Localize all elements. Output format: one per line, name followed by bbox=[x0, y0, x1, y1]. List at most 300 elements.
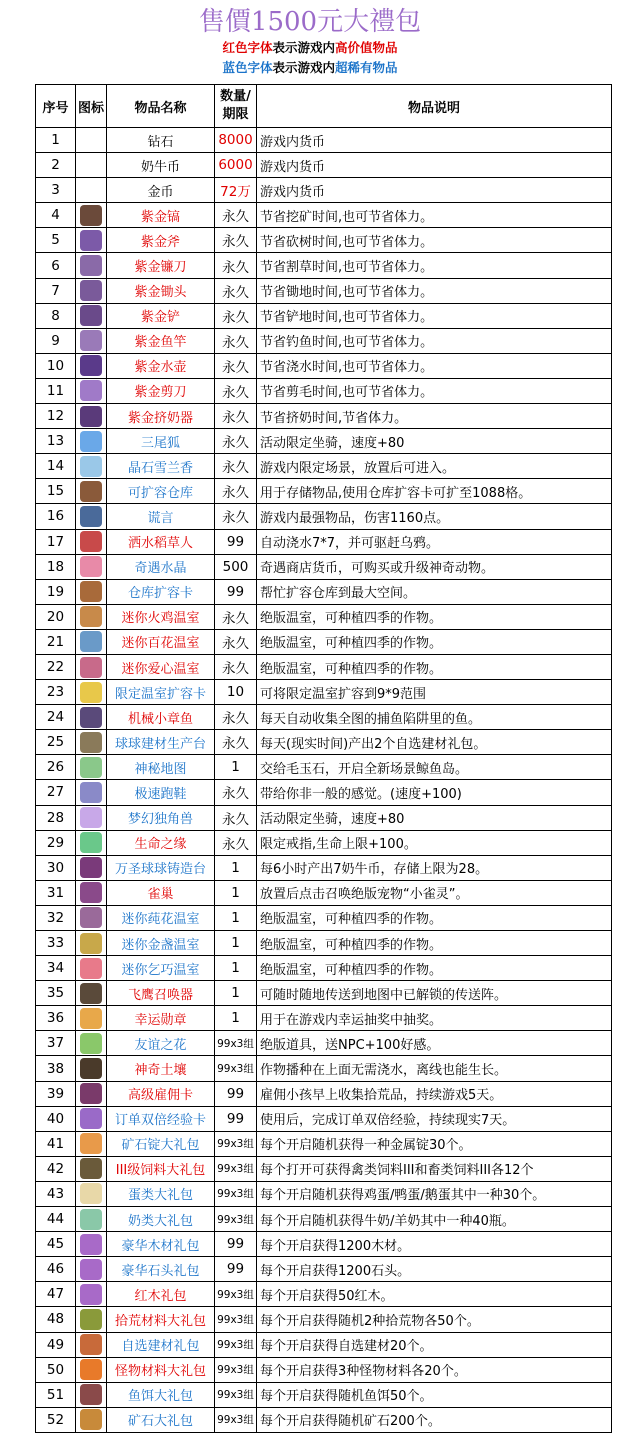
row-number: 22 bbox=[36, 654, 76, 679]
item-description: 每天(现实时间)产出2个自选建材礼包。 bbox=[257, 730, 612, 755]
row-number: 5 bbox=[36, 228, 76, 253]
greenhouse-icon bbox=[80, 958, 102, 979]
milk-bag-icon bbox=[80, 1209, 102, 1230]
table-row bbox=[36, 830, 612, 855]
row-number: 9 bbox=[36, 328, 76, 353]
table-row bbox=[36, 1382, 612, 1407]
item-description: 绝版温室，可种植四季的作物。 bbox=[257, 905, 612, 930]
gift-box-icon bbox=[80, 1259, 102, 1280]
row-number: 27 bbox=[36, 780, 76, 805]
items-table bbox=[35, 84, 612, 1433]
legend-red-text: 表示游戏内 bbox=[272, 40, 335, 55]
table-row bbox=[36, 705, 612, 730]
item-description: 每个开启获得随机鱼饵50个。 bbox=[257, 1382, 612, 1407]
item-name: 紫金锄头 bbox=[107, 278, 215, 303]
row-icon-cell bbox=[76, 328, 107, 353]
row-number: 18 bbox=[36, 554, 76, 579]
row-number: 17 bbox=[36, 529, 76, 554]
header-no: 序号 bbox=[36, 85, 76, 128]
table-row bbox=[36, 755, 612, 780]
item-description: 作物播种在上面无需浇水，离线也能生长。 bbox=[257, 1056, 612, 1081]
item-name: 豪华石头礼包 bbox=[107, 1257, 215, 1282]
table-row bbox=[36, 905, 612, 930]
item-quantity: 永久 bbox=[215, 404, 257, 429]
greenhouse-icon bbox=[80, 907, 102, 928]
crystal-icon bbox=[80, 556, 102, 577]
row-icon-cell bbox=[76, 353, 107, 378]
row-number: 35 bbox=[36, 981, 76, 1006]
row-icon-cell bbox=[76, 705, 107, 730]
table-row bbox=[36, 604, 612, 629]
fox-icon bbox=[80, 431, 102, 452]
shovel-icon bbox=[80, 305, 102, 326]
header-qty: 数量/期限 bbox=[215, 85, 257, 128]
tools-icon bbox=[80, 1334, 102, 1355]
item-quantity: 永久 bbox=[215, 429, 257, 454]
row-icon-cell bbox=[76, 680, 107, 705]
item-description: 节省铲地时间,也可节省体力。 bbox=[257, 303, 612, 328]
item-description: 每个开启获得随机矿石200个。 bbox=[257, 1407, 612, 1432]
item-quantity: 永久 bbox=[215, 629, 257, 654]
row-icon-cell bbox=[76, 830, 107, 855]
row-number: 30 bbox=[36, 855, 76, 880]
item-quantity: 8000 bbox=[215, 128, 257, 153]
item-description: 活动限定坐骑，速度+80 bbox=[257, 429, 612, 454]
item-quantity: 99x3组 bbox=[215, 1207, 257, 1232]
axe-icon bbox=[80, 230, 102, 251]
row-number: 51 bbox=[36, 1382, 76, 1407]
item-name: III级饲料大礼包 bbox=[107, 1156, 215, 1181]
row-number: 42 bbox=[36, 1156, 76, 1181]
item-description: 每个打开可获得禽类饲料III和畜类饲料III各12个 bbox=[257, 1156, 612, 1181]
hoe-icon bbox=[80, 280, 102, 301]
item-quantity: 500 bbox=[215, 554, 257, 579]
table-row bbox=[36, 378, 612, 403]
item-quantity: 永久 bbox=[215, 454, 257, 479]
legend-blue-label: 蓝色字体 bbox=[222, 60, 273, 75]
table-row bbox=[36, 278, 612, 303]
row-number: 32 bbox=[36, 905, 76, 930]
row-icon-cell bbox=[76, 1382, 107, 1407]
row-number: 28 bbox=[36, 805, 76, 830]
row-icon-cell bbox=[76, 855, 107, 880]
basket-icon bbox=[80, 1309, 102, 1330]
table-row bbox=[36, 353, 612, 378]
row-icon-cell bbox=[76, 128, 107, 153]
table-row bbox=[36, 328, 612, 353]
row-icon-cell bbox=[76, 579, 107, 604]
item-name: 迷你火鸡温室 bbox=[107, 604, 215, 629]
item-description: 每个开启获得3种怪物材料各20个。 bbox=[257, 1357, 612, 1382]
row-number: 43 bbox=[36, 1181, 76, 1206]
octopus-icon bbox=[80, 707, 102, 728]
item-name: 限定温室扩容卡 bbox=[107, 680, 215, 705]
item-description: 每个开启随机获得鸡蛋/鸭蛋/鹅蛋其中一种30个。 bbox=[257, 1181, 612, 1206]
item-quantity: 99x3组 bbox=[215, 1031, 257, 1056]
row-number: 10 bbox=[36, 353, 76, 378]
item-name: 高级雇佣卡 bbox=[107, 1081, 215, 1106]
row-number: 29 bbox=[36, 830, 76, 855]
item-name: 神奇土壤 bbox=[107, 1056, 215, 1081]
item-description: 交给毛玉石，开启全新场景鲸鱼岛。 bbox=[257, 755, 612, 780]
item-description: 用于在游戏内幸运抽奖中抽奖。 bbox=[257, 1006, 612, 1031]
table-row bbox=[36, 1332, 612, 1357]
row-icon-cell bbox=[76, 554, 107, 579]
item-quantity: 99x3组 bbox=[215, 1407, 257, 1432]
item-name: 红木礼包 bbox=[107, 1282, 215, 1307]
row-icon-cell bbox=[76, 755, 107, 780]
item-quantity: 99x3组 bbox=[215, 1156, 257, 1181]
row-number: 52 bbox=[36, 1407, 76, 1432]
row-number: 7 bbox=[36, 278, 76, 303]
workbench-icon bbox=[80, 732, 102, 753]
item-description: 每天自动收集全图的捕鱼陷阱里的鱼。 bbox=[257, 705, 612, 730]
table-row bbox=[36, 730, 612, 755]
item-name: 万圣球球铸造台 bbox=[107, 855, 215, 880]
row-number: 49 bbox=[36, 1332, 76, 1357]
item-description: 节省钓鱼时间,也可节省体力。 bbox=[257, 328, 612, 353]
item-quantity: 99x3组 bbox=[215, 1357, 257, 1382]
map-icon bbox=[80, 757, 102, 778]
item-name: 晶石雪兰香 bbox=[107, 454, 215, 479]
item-quantity: 99x3组 bbox=[215, 1131, 257, 1156]
row-icon-cell bbox=[76, 931, 107, 956]
item-description: 活动限定坐骑，速度+80 bbox=[257, 805, 612, 830]
item-name: 紫金鱼竿 bbox=[107, 328, 215, 353]
item-name: 友谊之花 bbox=[107, 1031, 215, 1056]
item-quantity: 1 bbox=[215, 931, 257, 956]
item-name: 紫金镰刀 bbox=[107, 253, 215, 278]
item-name: 紫金水壶 bbox=[107, 353, 215, 378]
item-quantity: 永久 bbox=[215, 805, 257, 830]
item-name: 紫金剪刀 bbox=[107, 378, 215, 403]
item-quantity: 永久 bbox=[215, 479, 257, 504]
table-row bbox=[36, 1181, 612, 1206]
row-number: 48 bbox=[36, 1307, 76, 1332]
table-row bbox=[36, 228, 612, 253]
item-name: 紫金铲 bbox=[107, 303, 215, 328]
eagle-icon bbox=[80, 983, 102, 1004]
table-row bbox=[36, 529, 612, 554]
table-row bbox=[36, 203, 612, 228]
table-row bbox=[36, 479, 612, 504]
row-icon-cell bbox=[76, 1006, 107, 1031]
bait-icon bbox=[80, 1384, 102, 1405]
row-number: 13 bbox=[36, 429, 76, 454]
item-description: 绝版温室，可种植四季的作物。 bbox=[257, 931, 612, 956]
item-description: 绝版温室，可种植四季的作物。 bbox=[257, 956, 612, 981]
cauldron-icon bbox=[80, 857, 102, 878]
table-row bbox=[36, 931, 612, 956]
item-description: 每个开启获得1200石头。 bbox=[257, 1257, 612, 1282]
row-icon-cell bbox=[76, 253, 107, 278]
row-number: 3 bbox=[36, 178, 76, 203]
item-quantity: 6000 bbox=[215, 153, 257, 178]
row-number: 41 bbox=[36, 1131, 76, 1156]
item-quantity: 永久 bbox=[215, 604, 257, 629]
row-icon-cell bbox=[76, 479, 107, 504]
row-icon-cell bbox=[76, 378, 107, 403]
table-row bbox=[36, 1282, 612, 1307]
fishing-rod-icon bbox=[80, 330, 102, 351]
row-number: 44 bbox=[36, 1207, 76, 1232]
table-row bbox=[36, 178, 612, 203]
item-name: 迷你莼花温室 bbox=[107, 905, 215, 930]
legend-red bbox=[0, 38, 620, 58]
item-description: 帮忙扩容仓库到最大空间。 bbox=[257, 579, 612, 604]
row-icon-cell bbox=[76, 1257, 107, 1282]
table-row bbox=[36, 303, 612, 328]
exp-card-icon bbox=[80, 1108, 102, 1129]
row-number: 50 bbox=[36, 1357, 76, 1382]
item-description: 游戏内最强物品，伤害1160点。 bbox=[257, 504, 612, 529]
row-icon-cell bbox=[76, 1407, 107, 1432]
item-description: 自动浇水7*7，并可驱赶乌鸦。 bbox=[257, 529, 612, 554]
row-number: 15 bbox=[36, 479, 76, 504]
row-icon-cell bbox=[76, 780, 107, 805]
table-row bbox=[36, 404, 612, 429]
item-name: 幸运勋章 bbox=[107, 1006, 215, 1031]
table-row bbox=[36, 981, 612, 1006]
row-number: 36 bbox=[36, 1006, 76, 1031]
table-row bbox=[36, 1207, 612, 1232]
item-name: 金币 bbox=[107, 178, 215, 203]
item-quantity: 10 bbox=[215, 680, 257, 705]
item-description: 游戏内限定场景，放置后可进入。 bbox=[257, 454, 612, 479]
item-description: 绝版温室，可种植四季的作物。 bbox=[257, 629, 612, 654]
shoe-icon bbox=[80, 782, 102, 803]
item-quantity: 99x3组 bbox=[215, 1307, 257, 1332]
item-name: 迷你百花温室 bbox=[107, 629, 215, 654]
item-description: 用于存储物品,使用仓库扩容卡可扩至1088格。 bbox=[257, 479, 612, 504]
item-quantity: 1 bbox=[215, 1006, 257, 1031]
scissors-icon bbox=[80, 380, 102, 401]
item-quantity: 永久 bbox=[215, 654, 257, 679]
item-name: 奶类大礼包 bbox=[107, 1207, 215, 1232]
item-name: 梦幻独角兽 bbox=[107, 805, 215, 830]
item-description: 节省浇水时间,也可节省体力。 bbox=[257, 353, 612, 378]
row-icon-cell bbox=[76, 153, 107, 178]
table-row bbox=[36, 128, 612, 153]
item-name: 雀巢 bbox=[107, 880, 215, 905]
row-icon-cell bbox=[76, 303, 107, 328]
item-description: 节省锄地时间,也可节省体力。 bbox=[257, 278, 612, 303]
item-description: 每个开启获得自选建材20个。 bbox=[257, 1332, 612, 1357]
row-icon-cell bbox=[76, 529, 107, 554]
item-description: 带给你非一般的感觉。(速度+100) bbox=[257, 780, 612, 805]
item-name: 矿石锭大礼包 bbox=[107, 1131, 215, 1156]
item-name: 可扩容仓库 bbox=[107, 479, 215, 504]
item-name: 迷你金盏温室 bbox=[107, 931, 215, 956]
item-name: 自选建材礼包 bbox=[107, 1332, 215, 1357]
item-name: 飞鹰召唤器 bbox=[107, 981, 215, 1006]
expand-card-icon bbox=[80, 581, 102, 602]
table-row bbox=[36, 1156, 612, 1181]
item-name: 极速跑鞋 bbox=[107, 780, 215, 805]
item-description: 游戏内货币 bbox=[257, 153, 612, 178]
item-quantity: 永久 bbox=[215, 303, 257, 328]
legend-red-highlight: 高价值物品 bbox=[335, 40, 398, 55]
item-description: 绝版道具，送NPC+100好感。 bbox=[257, 1031, 612, 1056]
item-name: 拾荒材料大礼包 bbox=[107, 1307, 215, 1332]
item-name: 球球建材生产台 bbox=[107, 730, 215, 755]
row-icon-cell bbox=[76, 278, 107, 303]
row-number: 20 bbox=[36, 604, 76, 629]
feed-bag-icon bbox=[80, 1158, 102, 1179]
item-name: 三尾狐 bbox=[107, 429, 215, 454]
row-icon-cell bbox=[76, 604, 107, 629]
header-name: 物品名称 bbox=[107, 85, 215, 128]
greenhouse-icon bbox=[80, 631, 102, 652]
item-quantity: 99 bbox=[215, 1232, 257, 1257]
row-icon-cell bbox=[76, 228, 107, 253]
row-icon-cell bbox=[76, 730, 107, 755]
row-number: 25 bbox=[36, 730, 76, 755]
item-description: 可将限定温室扩容到9*9范围 bbox=[257, 680, 612, 705]
item-quantity: 永久 bbox=[215, 203, 257, 228]
row-icon-cell bbox=[76, 1131, 107, 1156]
header-desc: 物品说明 bbox=[257, 85, 612, 128]
scarecrow-icon bbox=[80, 531, 102, 552]
item-description: 每个开启获得1200木材。 bbox=[257, 1232, 612, 1257]
table-row bbox=[36, 429, 612, 454]
table-row bbox=[36, 1357, 612, 1382]
item-quantity: 永久 bbox=[215, 253, 257, 278]
monster-bag-icon bbox=[80, 1359, 102, 1380]
item-quantity: 99x3组 bbox=[215, 1332, 257, 1357]
item-description: 节省剪毛时间,也可节省体力。 bbox=[257, 378, 612, 403]
row-icon-cell bbox=[76, 1181, 107, 1206]
table-row bbox=[36, 1232, 612, 1257]
row-number: 38 bbox=[36, 1056, 76, 1081]
row-number: 4 bbox=[36, 203, 76, 228]
greenhouse-icon bbox=[80, 606, 102, 627]
medal-icon bbox=[80, 1008, 102, 1029]
item-description: 每个开启获得50红木。 bbox=[257, 1282, 612, 1307]
item-quantity: 99x3组 bbox=[215, 1382, 257, 1407]
item-quantity: 72万 bbox=[215, 178, 257, 203]
row-icon-cell bbox=[76, 905, 107, 930]
row-number: 11 bbox=[36, 378, 76, 403]
row-number: 23 bbox=[36, 680, 76, 705]
row-icon-cell bbox=[76, 1332, 107, 1357]
item-quantity: 1 bbox=[215, 880, 257, 905]
row-number: 24 bbox=[36, 705, 76, 730]
item-name: 蛋类大礼包 bbox=[107, 1181, 215, 1206]
hire-card-icon bbox=[80, 1083, 102, 1104]
row-icon-cell bbox=[76, 1156, 107, 1181]
item-description: 游戏内货币 bbox=[257, 128, 612, 153]
sickle-icon bbox=[80, 255, 102, 276]
page-title: 售價1500元大禮包 bbox=[198, 7, 422, 37]
table-row bbox=[36, 1131, 612, 1156]
table-row bbox=[36, 579, 612, 604]
row-icon-cell bbox=[76, 956, 107, 981]
table-header-row bbox=[36, 85, 612, 128]
item-name: 洒水稻草人 bbox=[107, 529, 215, 554]
item-quantity: 99x3组 bbox=[215, 1282, 257, 1307]
table-row bbox=[36, 956, 612, 981]
item-description: 放置后点击召唤绝版宠物“小雀灵”。 bbox=[257, 880, 612, 905]
item-quantity: 永久 bbox=[215, 228, 257, 253]
row-icon-cell bbox=[76, 504, 107, 529]
unicorn-icon bbox=[80, 807, 102, 828]
row-icon-cell bbox=[76, 178, 107, 203]
card-icon bbox=[80, 682, 102, 703]
item-quantity: 1 bbox=[215, 981, 257, 1006]
table-row bbox=[36, 880, 612, 905]
row-icon-cell bbox=[76, 1357, 107, 1382]
greenhouse-icon bbox=[80, 933, 102, 954]
item-name: 矿石大礼包 bbox=[107, 1407, 215, 1432]
flower-icon bbox=[80, 1033, 102, 1054]
legend-blue bbox=[0, 58, 620, 78]
item-quantity: 永久 bbox=[215, 278, 257, 303]
legend-blue-highlight: 超稀有物品 bbox=[335, 60, 398, 75]
item-description: 节省割草时间,也可节省体力。 bbox=[257, 253, 612, 278]
table-row bbox=[36, 1056, 612, 1081]
table-row bbox=[36, 554, 612, 579]
item-description: 奇遇商店货币，可购买或升级神奇动物。 bbox=[257, 554, 612, 579]
gift-box-icon bbox=[80, 1234, 102, 1255]
header-icon: 图标 bbox=[76, 85, 107, 128]
table-row bbox=[36, 504, 612, 529]
item-name: 奶牛币 bbox=[107, 153, 215, 178]
item-description: 可随时随地传送到地图中已解锁的传送阵。 bbox=[257, 981, 612, 1006]
ingot-bag-icon bbox=[80, 1133, 102, 1154]
row-icon-cell bbox=[76, 880, 107, 905]
row-number: 19 bbox=[36, 579, 76, 604]
row-icon-cell bbox=[76, 429, 107, 454]
row-icon-cell bbox=[76, 1307, 107, 1332]
item-name: 奇遇水晶 bbox=[107, 554, 215, 579]
row-number: 6 bbox=[36, 253, 76, 278]
row-icon-cell bbox=[76, 203, 107, 228]
item-quantity: 1 bbox=[215, 956, 257, 981]
row-icon-cell bbox=[76, 981, 107, 1006]
item-description: 雇佣小孩早上收集拾荒品，持续游戏5天。 bbox=[257, 1081, 612, 1106]
row-icon-cell bbox=[76, 654, 107, 679]
row-number: 8 bbox=[36, 303, 76, 328]
table-row bbox=[36, 680, 612, 705]
row-number: 16 bbox=[36, 504, 76, 529]
table-row bbox=[36, 654, 612, 679]
row-icon-cell bbox=[76, 404, 107, 429]
row-number: 37 bbox=[36, 1031, 76, 1056]
row-number: 33 bbox=[36, 931, 76, 956]
item-name: 谎言 bbox=[107, 504, 215, 529]
table-row bbox=[36, 253, 612, 278]
table-row bbox=[36, 1031, 612, 1056]
row-icon-cell bbox=[76, 1081, 107, 1106]
item-quantity: 99x3组 bbox=[215, 1056, 257, 1081]
row-icon-cell bbox=[76, 1031, 107, 1056]
item-description: 使用后，完成订单双倍经验，持续现实7天。 bbox=[257, 1106, 612, 1131]
header bbox=[0, 0, 620, 84]
legend-blue-text: 表示游戏内 bbox=[272, 60, 335, 75]
item-name: 钻石 bbox=[107, 128, 215, 153]
item-description: 游戏内货币 bbox=[257, 178, 612, 203]
item-description: 每个开启随机获得牛奶/羊奶其中一种40瓶。 bbox=[257, 1207, 612, 1232]
row-number: 2 bbox=[36, 153, 76, 178]
pickaxe-icon bbox=[80, 205, 102, 226]
row-number: 14 bbox=[36, 454, 76, 479]
item-quantity: 永久 bbox=[215, 830, 257, 855]
item-quantity: 永久 bbox=[215, 378, 257, 403]
sword-icon bbox=[80, 506, 102, 527]
row-icon-cell bbox=[76, 454, 107, 479]
item-quantity: 永久 bbox=[215, 780, 257, 805]
